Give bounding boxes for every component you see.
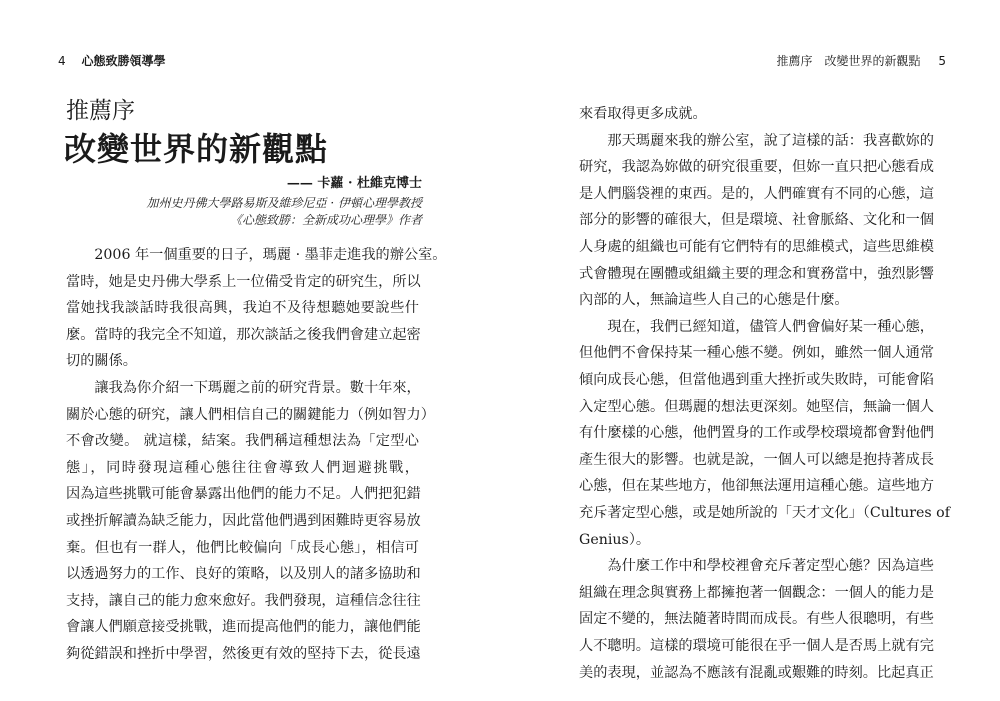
text-line: 人不聰明。這樣的環境可能很在乎一個人是否馬上就有完 [579, 637, 934, 654]
text-line: 當她找我談話時我很高興，我迫不及待想聽她要說些什 [66, 300, 419, 317]
section-title: 推薦序 改變世界的新觀點 [776, 54, 921, 68]
body-paragraph [66, 242, 447, 375]
preface-author: —— 卡蘿 · 杜維克博士 [286, 176, 422, 191]
text-line: 關於心態的研究，讓人們相信自己的關鍵能力（例如智力） [66, 406, 435, 423]
preface-title: 改變世界的新觀點 [64, 130, 329, 168]
body-paragraph [66, 375, 435, 668]
text-line: 棄。但也有一群人，他們比較偏向「成長心態」，相信可 [66, 539, 419, 556]
right-page [500, 0, 1000, 701]
text-line: 內部的人，無論這些人自己的心態是什麼。 [579, 292, 849, 309]
author-book-credit: 《心態致勝：全新成功心理學》作者 [229, 213, 422, 227]
text-line: 或挫折解讀為缺乏能力，因此當他們遇到困難時更容易放 [66, 512, 421, 529]
text-line: 心態，但在某些地方，他卻無法運用這種心態。這些地方 [579, 478, 934, 495]
text-line: 當時，她是史丹佛大學系上一位備受肯定的研究生，所以 [66, 273, 421, 290]
text-line: 人身處的組織也可能有它們特有的思維模式，這些思維模 [579, 238, 934, 255]
text-line: 部分的影響的確很大，但是環境、社會脈絡、文化和一個 [579, 212, 934, 229]
text-line: 式會體現在團體或組織主要的理念和實務當中，強烈影響 [579, 265, 934, 282]
text-line: 切的關係。 [66, 353, 137, 370]
text-line: 不會改變。 就這樣，結案。我們稱這種想法為「定型心 [66, 433, 419, 450]
book-title: 心態致勝領導學 [81, 54, 166, 68]
text-line: 產生很大的影響。也就是說，一個人可以總是抱持著成長 [579, 451, 934, 468]
text-line: 為什麼工作中和學校裡會充斥著定型心態？因為這些 [579, 558, 934, 575]
body-paragraph [579, 101, 934, 128]
text-line: 美的表現，並認為不應該有混亂或艱難的時刻。比起真正 [579, 664, 934, 681]
author-affiliation: 加州史丹佛大學路易斯及維珍尼亞 · 伊頓心理學教授 [146, 196, 422, 210]
left-running-header [58, 52, 165, 69]
body-paragraph [579, 314, 950, 553]
text-line: 但他們不會保持某一種心態不變。例如，雖然一個人通常 [579, 345, 934, 362]
text-line: 支持，讓自己的能力愈來愈好。我們發現，這種信念往往 [66, 592, 421, 609]
text-line: 讓我為你介紹一下瑪麗之前的研究背景。數十年來， [66, 380, 421, 396]
text-line: 2006 年一個重要的日子，瑪麗 · 墨菲走進我的辦公室。 [66, 247, 447, 263]
text-line: 以透過努力的工作、良好的策略，以及別人的諸多協助和 [66, 566, 421, 583]
body-paragraph [579, 553, 934, 686]
text-line: 夠從錯誤和挫折中學習，然後更有效的堅持下去，從長遠 [66, 645, 421, 662]
text-line: 研究，我認為妳做的研究很重要，但妳一直只把心態看成 [579, 159, 934, 176]
text-line: 充斥著定型心態，或是她所說的「天才文化」（Cultures of [579, 504, 950, 521]
text-line: 入定型心態。但瑪麗的想法更深刻。她堅信，無論一個人 [579, 398, 934, 415]
right-page-number: 5 [938, 54, 946, 68]
text-line: 麼。當時的我完全不知道，那次談話之後我們會建立起密 [66, 326, 421, 343]
text-line: 有什麼樣的心態，他們置身的工作或學校環境都會對他們 [579, 425, 934, 442]
text-line: Genius）。 [579, 531, 651, 548]
text-line: 會讓人們願意接受挑戰，進而提高他們的能力，讓他們能 [66, 619, 421, 636]
text-line: 是人們腦袋裡的東西。是的，人們確實有不同的心態，這 [579, 185, 934, 202]
text-line: 固定不變的，無法隨著時間而成長。有些人很聰明，有些 [579, 611, 934, 628]
text-line: 因為這些挑戰可能會暴露出他們的能力不足。人們把犯錯 [66, 486, 421, 503]
right-running-header [777, 52, 946, 69]
text-line: 態」，同時發現這種心態往往會導致人們迴避挑戰， [66, 459, 419, 476]
left-page-number: 4 [58, 54, 66, 68]
text-line: 組織在理念與實務上都擁抱著一個觀念：一個人的能力是 [579, 584, 934, 601]
text-line: 傾向成長心態，但當他遇到重大挫折或失敗時，可能會陷 [579, 371, 934, 388]
body-paragraph [579, 128, 934, 314]
text-line: 現在，我們已經知道，儘管人們會偏好某一種心態， [579, 318, 934, 335]
preface-kicker: 推薦序 [66, 98, 135, 124]
text-line: 那天瑪麗來我的辦公室，說了這樣的話：我喜歡妳的 [579, 132, 934, 149]
text-line: 來看取得更多成就。 [579, 106, 707, 122]
